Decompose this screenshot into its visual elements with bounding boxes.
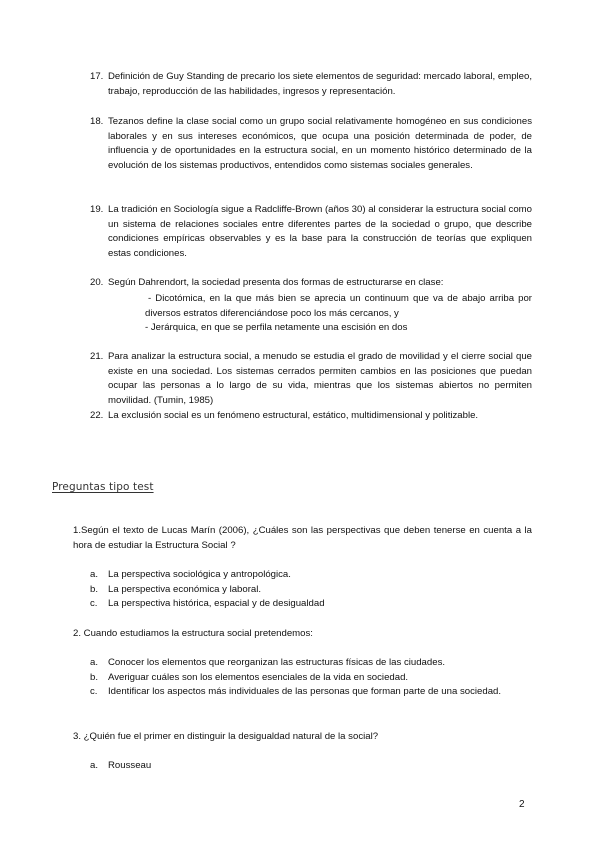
option-letter: a.	[90, 760, 99, 771]
statement-21	[90, 350, 532, 408]
page-number: 2	[519, 799, 525, 810]
statement-20-subpoint-2: - Jerárquica, en que se perfila netamente una escisión en dos	[145, 322, 408, 333]
statement-text: Según Dahrendort, la sociedad presenta dos formas de estructurarse en clase:	[108, 277, 444, 288]
question-1: 1.Según el texto de Lucas Marín (2006), ¿Cuáles son las perspectivas que deben tenerse en cuenta a la hora de estudiar la Estructura Social ?	[73, 525, 532, 551]
question-2-option-b	[90, 671, 532, 686]
question-1-option-c	[90, 597, 532, 612]
section-title: Preguntas tipo test	[52, 481, 154, 493]
question-3-option-a	[90, 759, 532, 774]
option-letter: a.	[90, 657, 99, 668]
statement-number: 22.	[90, 410, 104, 421]
option-letter: c.	[90, 598, 98, 609]
statement-text: Definición de Guy Standing de precario los siete elementos de seguridad: mercado laboral, empleo, trabajo, reproducción de las habilidades, ingresos y representación.	[108, 71, 532, 97]
statement-text: La tradición en Sociología sigue a Radcliffe-Brown (años 30) al considerar la estructura social como un sistema de relaciones sociales entre diferentes partes de la sociedad o grupo, que describe condiciones empíricas observables y es la base para la construcción de teorías que expliquen estas condiciones.	[108, 204, 532, 259]
question-2: 2. Cuando estudiamos la estructura social pretendemos:	[73, 628, 313, 639]
statement-text: Tezanos define la clase social como un grupo social relativamente homogéneo en sus condiciones laborales y en sus intereses económicos, que ocupa una posición determinada de poder, de influencia y de oportunidades en la estructura social, en un momento histórico determinado de la evolución de los sistemas productivos, entendidos como sistemas sociales generales.	[108, 116, 532, 171]
option-text: Rousseau	[108, 760, 152, 771]
statement-19	[90, 203, 532, 261]
option-text: La perspectiva sociológica y antropológica.	[108, 569, 291, 580]
question-1-option-b	[90, 583, 532, 598]
option-text: La perspectiva económica y laboral.	[108, 584, 262, 595]
option-letter: b.	[90, 584, 99, 595]
statement-number: 20.	[90, 277, 104, 288]
statement-text: La exclusión social es un fenómeno estructural, estático, multidimensional y politizable.	[108, 410, 479, 421]
option-letter: b.	[90, 672, 99, 683]
option-text: Identificar los aspectos más individuales de las personas que forman parte de una sociedad.	[108, 686, 502, 697]
statement-17	[90, 70, 532, 99]
statement-20	[90, 276, 532, 291]
statement-number: 19.	[90, 204, 104, 215]
statement-text: Para analizar la estructura social, a menudo se estudia el grado de movilidad y el cierre social que existe en una sociedad. Los sistemas cerrados permiten cambios en las posiciones que puedan ocupar las personas a lo largo de su vida, mientras que los sistemas abiertos no permiten movilidad. (Tumin, 1985)	[108, 351, 532, 406]
question-2-option-a	[90, 656, 532, 671]
option-text: Conocer los elementos que reorganizan las estructuras físicas de las ciudades.	[108, 657, 446, 668]
statement-18	[90, 115, 532, 173]
option-text: Averiguar cuáles son los elementos esenciales de la vida en sociedad.	[108, 672, 409, 683]
option-text: La perspectiva histórica, espacial y de desigualdad	[108, 598, 325, 609]
question-1-option-a	[90, 568, 532, 583]
option-letter: a.	[90, 569, 99, 580]
option-letter: c.	[90, 686, 98, 697]
statement-number: 18.	[90, 116, 104, 127]
statement-20-subpoint-1: - Dicotómica, en la que más bien se aprecia un continuum que va de abajo arriba por diversos estratos diferenciándose poco los más cercanos, y	[145, 293, 532, 319]
statement-number: 17.	[90, 71, 104, 82]
statement-22	[90, 409, 532, 424]
question-3: 3. ¿Quién fue el primer en distinguir la desigualdad natural de la social?	[73, 731, 379, 742]
question-2-option-c	[90, 685, 532, 700]
statement-number: 21.	[90, 351, 104, 362]
